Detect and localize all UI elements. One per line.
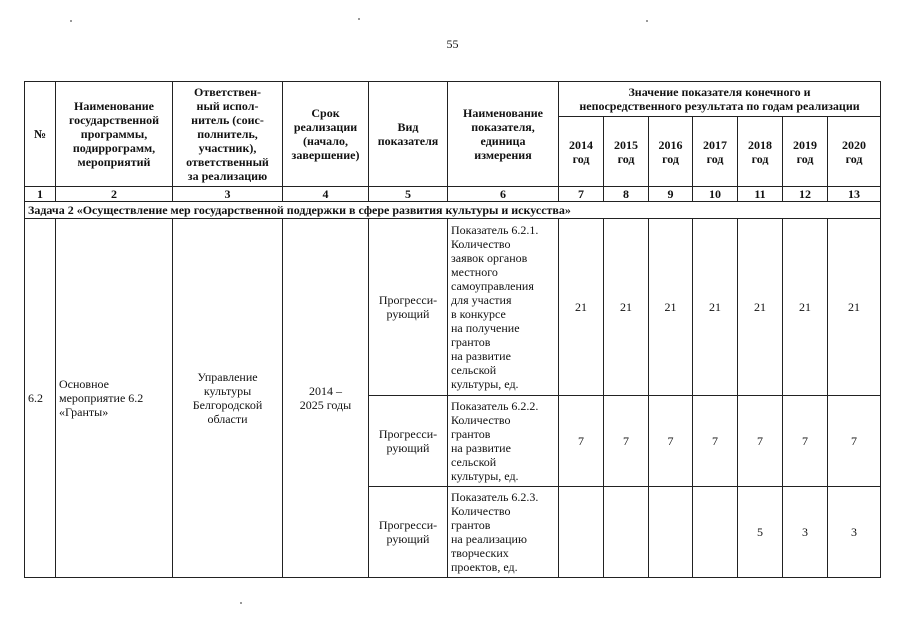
column-number: 6: [448, 187, 559, 202]
row-term: 2014 – 2025 годы: [283, 219, 369, 578]
indicator-type: Прогресси- рующий: [369, 487, 448, 578]
indicator-type: Прогресси- рующий: [369, 219, 448, 396]
scan-speck: [70, 20, 72, 22]
indicator-value: 21: [559, 219, 604, 396]
column-number: 13: [828, 187, 881, 202]
scan-speck: [646, 20, 648, 22]
column-number: 10: [693, 187, 738, 202]
header-indicator: Наименование показателя, единица измерения: [448, 82, 559, 187]
indicator-value: [693, 487, 738, 578]
indicator-value: [559, 487, 604, 578]
row-program: Основное мероприятие 6.2 «Гранты»: [56, 219, 173, 578]
column-number: 4: [283, 187, 369, 202]
header-year: 2017 год: [693, 117, 738, 187]
column-number: 11: [738, 187, 783, 202]
column-number: 5: [369, 187, 448, 202]
indicator-name: Показатель 6.2.2. Количество грантов на развитие сельской культуры, ед.: [448, 396, 559, 487]
header-type: Вид показателя: [369, 82, 448, 187]
page-number: 55: [446, 37, 459, 51]
header-year: 2015 год: [604, 117, 649, 187]
header-num: №: [25, 82, 56, 187]
indicators-table: [24, 81, 881, 578]
row-responsible: Управление культуры Белгородской области: [173, 219, 283, 578]
task-row: [25, 202, 881, 219]
indicator-value: 21: [693, 219, 738, 396]
row-num: 6.2: [25, 219, 56, 578]
indicator-value: 7: [604, 396, 649, 487]
column-number: 3: [173, 187, 283, 202]
indicator-value: [604, 487, 649, 578]
scan-speck: [358, 18, 360, 20]
indicator-value: 3: [828, 487, 881, 578]
indicator-value: 5: [738, 487, 783, 578]
column-number: 8: [604, 187, 649, 202]
header-year: 2016 год: [649, 117, 693, 187]
scan-speck: [240, 602, 242, 604]
column-number: 7: [559, 187, 604, 202]
indicator-value: 7: [738, 396, 783, 487]
indicator-value: 21: [828, 219, 881, 396]
indicator-value: 21: [604, 219, 649, 396]
task-title: Задача 2 «Осуществление мер государственной поддержки в сфере развития культуры и искусства»: [25, 202, 881, 219]
table-row: [25, 219, 881, 396]
column-numbers-row: [25, 187, 881, 202]
header-values-group: Значение показателя конечного и непосредственного результата по годам реализации: [559, 82, 881, 117]
indicator-value: [649, 487, 693, 578]
indicator-value: 21: [738, 219, 783, 396]
header-program: Наименование государственной программы, подиррограмм, мероприятий: [56, 82, 173, 187]
header-responsible: Ответствен- ный испол- нитель (соис- полнитель, участник), ответственный за реализацию: [173, 82, 283, 187]
header-year: 2019 год: [783, 117, 828, 187]
indicator-value: 7: [828, 396, 881, 487]
header-year: 2014 год: [559, 117, 604, 187]
indicator-value: 7: [649, 396, 693, 487]
column-number: 12: [783, 187, 828, 202]
indicator-name: Показатель 6.2.3. Количество грантов на реализацию творческих проектов, ед.: [448, 487, 559, 578]
indicator-value: 3: [783, 487, 828, 578]
column-number: 1: [25, 187, 56, 202]
indicator-value: 21: [783, 219, 828, 396]
header-term: Срок реализации (начало, завершение): [283, 82, 369, 187]
column-number: 2: [56, 187, 173, 202]
indicator-type: Прогресси- рующий: [369, 396, 448, 487]
indicator-value: 7: [559, 396, 604, 487]
indicator-value: 7: [693, 396, 738, 487]
header-year: 2018 год: [738, 117, 783, 187]
indicator-value: 7: [783, 396, 828, 487]
column-number: 9: [649, 187, 693, 202]
header-year: 2020 год: [828, 117, 881, 187]
indicator-name: Показатель 6.2.1. Количество заявок органов местного самоуправления для участия в конкурсе на получение грантов на развитие сельской культуры, ед.: [448, 219, 559, 396]
indicator-value: 21: [649, 219, 693, 396]
